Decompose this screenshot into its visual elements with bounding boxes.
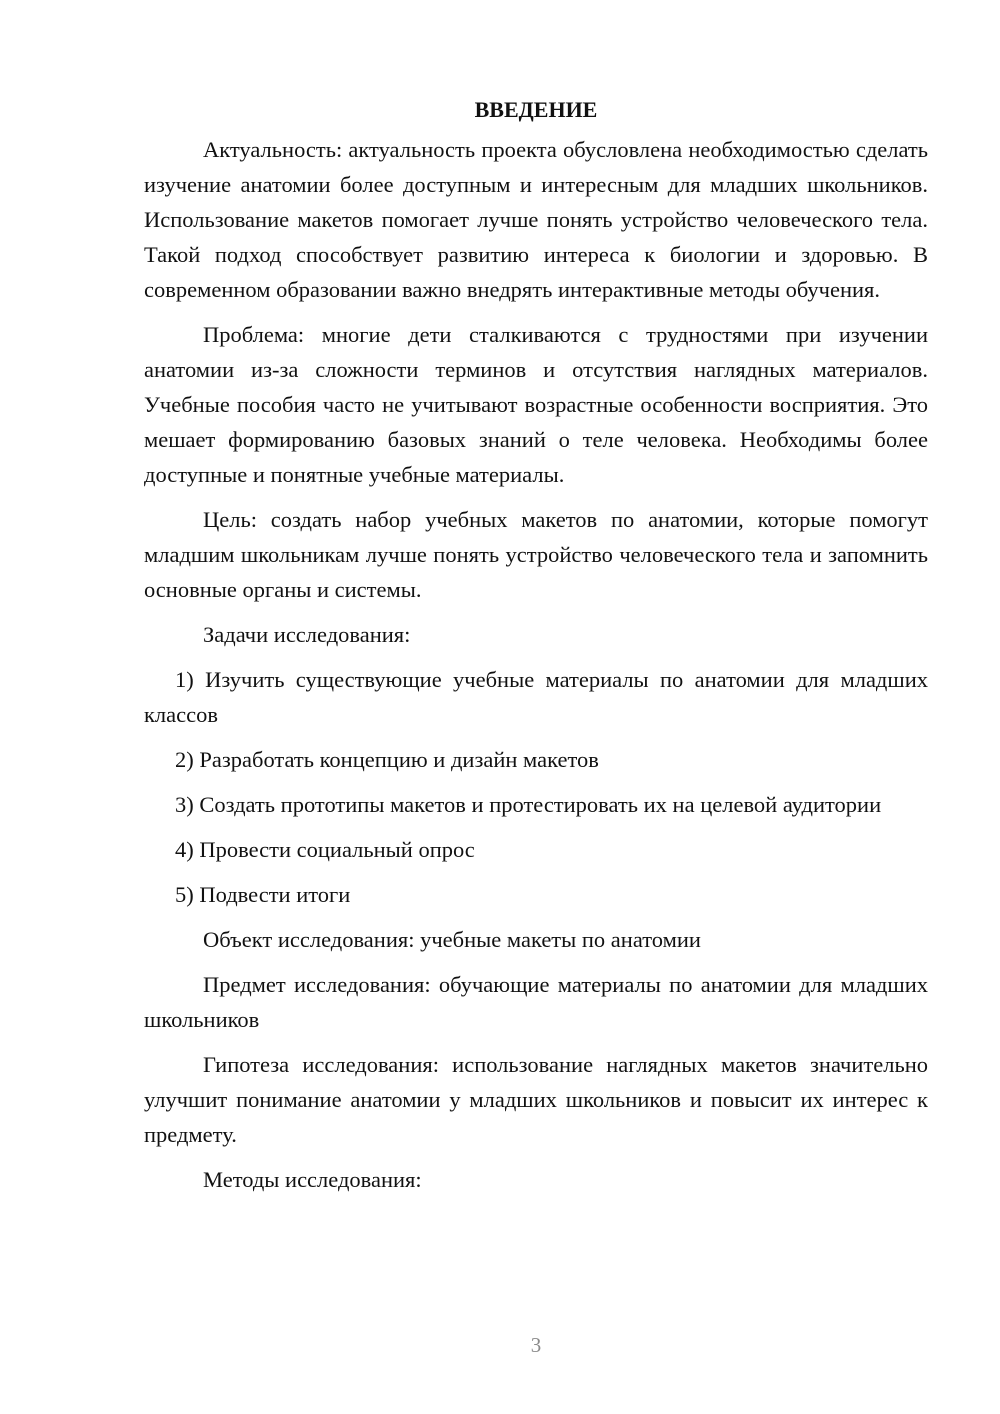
task-item: 4) Провести социальный опрос	[175, 837, 475, 862]
methods-heading: Методы исследования:	[203, 1167, 422, 1192]
task-item: 2) Разработать концепцию и дизайн макетов	[175, 747, 599, 772]
tasks-heading: Задачи исследования:	[203, 622, 411, 647]
paragraph-hypothesis: Гипотеза исследования: использование наглядных макетов значительно улучшит понимание анатомии у младших школьников и повысит их интерес к предмету.	[144, 1052, 928, 1147]
paragraph-relevance: Актуальность: актуальность проекта обусловлена необходимостью сделать изучение анатомии более доступным и интересным для младших школьников. Использование макетов помогает лучше понять устройство человеческого тела. Такой подход способствует развитию интереса к биологии и здоровью. В современном образовании важно внедрять интерактивные методы обучения.	[144, 137, 928, 302]
section-title: ВВЕДЕНИЕ	[474, 97, 598, 122]
paragraph-goal: Цель: создать набор учебных макетов по анатомии, которые помогут младшим школьникам лучше понять устройство человеческого тела и запомнить основные органы и системы.	[144, 507, 928, 602]
task-item: 3) Создать прототипы макетов и протестировать их на целевой аудитории	[175, 792, 882, 817]
page-number: 3	[530, 1333, 542, 1357]
paragraph-subject: Предмет исследования: обучающие материалы по анатомии для младших школьников	[144, 972, 928, 1032]
paragraph-problem: Проблема: многие дети сталкиваются с трудностями при изучении анатомии из-за сложности терминов и отсутствия наглядных материалов. Учебные пособия часто не учитывают возрастные особенности восприятия. Это мешает формированию базовых знаний о теле человека. Необходимы более доступные и понятные учебные материалы.	[144, 322, 928, 487]
paragraph-object: Объект исследования: учебные макеты по анатомии	[203, 927, 701, 952]
task-item: 1) Изучить существующие учебные материалы по анатомии для младших классов	[144, 667, 928, 727]
task-item: 5) Подвести итоги	[175, 882, 351, 907]
document-page	[144, 92, 928, 1207]
